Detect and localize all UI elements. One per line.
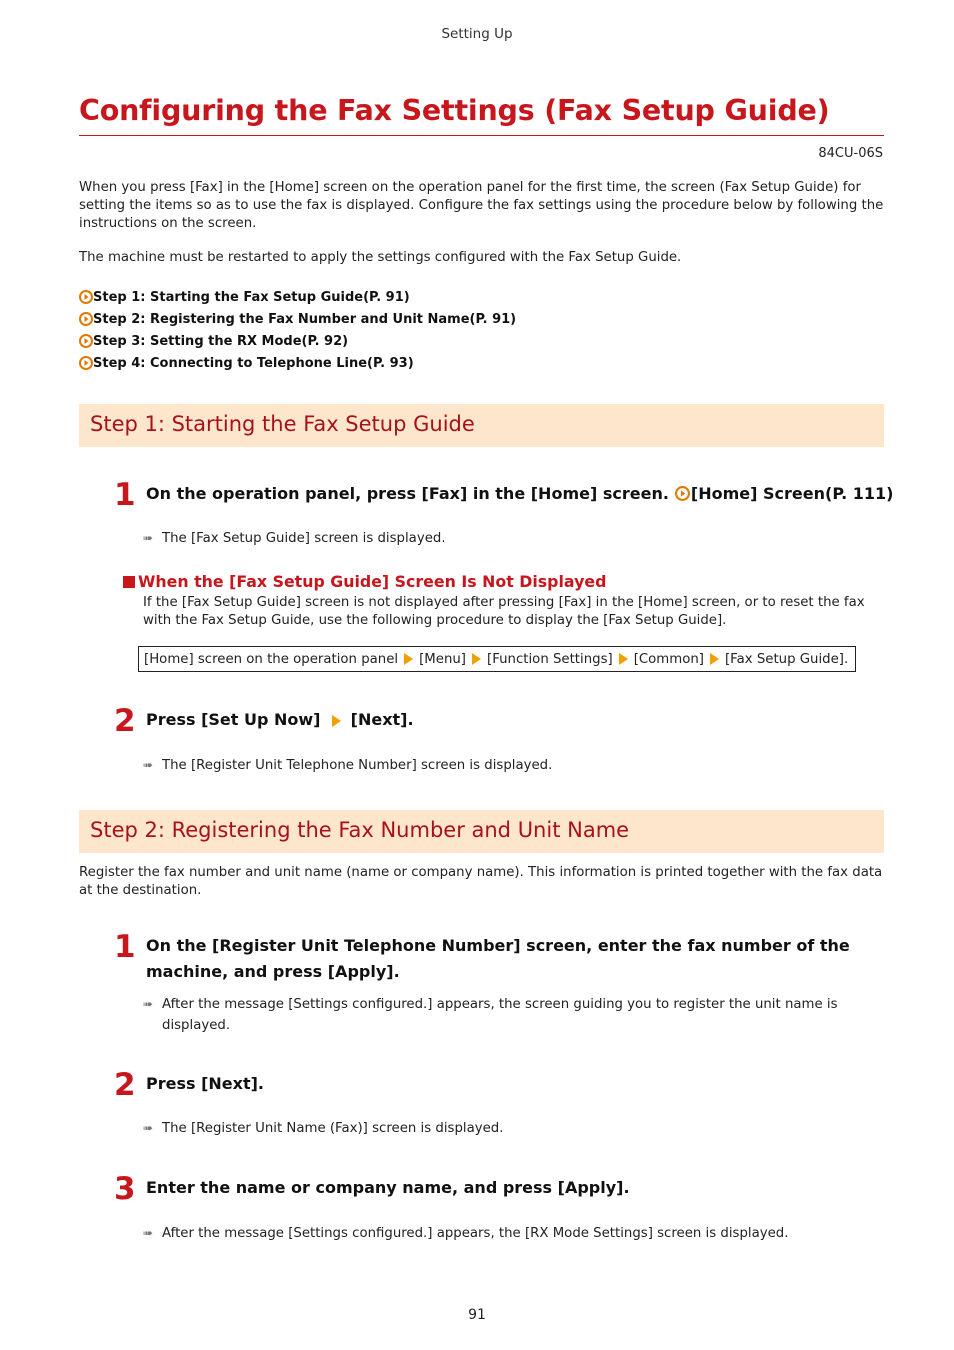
section-heading-band [79,810,884,853]
result-text: After the message [Settings configured.] appears, the screen guiding you to register the unit name is [162,997,838,1012]
triangle-right-icon [404,653,413,665]
result-text: The [Register Unit Name (Fax)] screen is displayed. [162,1121,504,1136]
running-header: Setting Up [441,26,513,42]
result-arrow-icon: ➠ [143,997,154,1011]
section-intro: Register the fax number and unit name (name or company name). This information is printed together with the fax data at the destination. [79,865,883,898]
result-arrow-icon: ➠ [143,1226,154,1240]
triangle-right-icon [332,715,341,727]
step-link[interactable] [79,352,516,374]
page-title: Configuring the Fax Settings (Fax Setup Guide) [79,94,830,127]
step-instruction: Enter the name or company name, and press [Apply]. [146,1178,630,1197]
path-item: [Common] [633,651,704,667]
restart-note: The machine must be restarted to apply the settings configured with the Fax Setup Guide. [79,250,682,265]
step-number: 1 [114,929,136,965]
step-number: 2 [114,703,136,739]
step-instruction-text: [Next]. [350,710,414,729]
step-link[interactable] [79,330,516,352]
step-instruction: On the [Register Unit Telephone Number] screen, enter the fax number of the [146,936,850,955]
step-instruction [146,707,414,733]
menu-path-box [138,646,856,672]
result-text: displayed. [162,1018,231,1033]
path-item: [Fax Setup Guide]. [724,651,849,667]
circle-arrow-icon [675,483,690,498]
page-number: 91 [468,1307,486,1323]
title-underline [79,135,884,136]
step-instruction: Press [Next]. [146,1074,264,1093]
step-instruction-text: On the operation panel, press [Fax] in the [Home] screen. [146,484,669,503]
step-link-label: Step 3: Setting the RX Mode(P. 92) [93,333,349,349]
result-text: After the message [Settings configured.] appears, the [RX Mode Settings] screen is displayed. [162,1226,789,1241]
square-bullet-icon [123,576,135,588]
result-text: The [Register Unit Telephone Number] screen is displayed. [162,758,553,773]
step-instruction: machine, and press [Apply]. [146,962,400,981]
circle-arrow-icon [79,290,93,304]
step-link[interactable] [79,286,516,308]
step-result [143,755,553,776]
step-result [143,528,446,549]
section-heading-band [79,404,884,447]
step-result [143,1223,789,1244]
document-id: 84CU-06S [818,146,883,161]
triangle-right-icon [710,653,719,665]
step-link-label: Step 2: Registering the Fax Number and Unit Name(P. 91) [93,311,517,327]
triangle-right-icon [472,653,481,665]
step-link-label: Step 1: Starting the Fax Setup Guide(P. 91) [93,289,410,305]
step-link[interactable] [79,308,516,330]
step-instruction-text: Press [Set Up Now] [146,710,321,729]
section-heading: Step 1: Starting the Fax Setup Guide [90,412,475,436]
step-result [143,994,838,1015]
section-heading: Step 2: Registering the Fax Number and Unit Name [90,818,630,842]
result-arrow-icon: ➠ [143,1121,154,1135]
step-result [143,1118,504,1139]
home-screen-link[interactable]: [Home] Screen(P. 111) [690,484,894,503]
note-heading-text: When the [Fax Setup Guide] Screen Is Not Displayed [138,572,607,591]
result-arrow-icon: ➠ [143,758,154,772]
path-item: [Home] screen on the operation panel [144,651,399,667]
step-instruction [146,481,893,507]
note-body: If the [Fax Setup Guide] screen is not displayed after pressing [Fax] in the [Home] screen, or to reset the fax with the Fax Setup Guide, use the following procedure to display the [Fax Setup Guide]. [143,595,865,628]
step-link-label: Step 4: Connecting to Telephone Line(P. 93) [93,355,414,371]
circle-arrow-icon [79,356,93,370]
step-number: 2 [114,1067,136,1103]
result-arrow-icon: ➠ [143,531,154,545]
step-link-list [79,286,516,374]
note-heading [123,572,606,591]
path-item: [Function Settings] [487,651,613,667]
circle-arrow-icon [79,334,93,348]
step-number: 3 [114,1171,136,1207]
intro-paragraph: When you press [Fax] in the [Home] screen on the operation panel for the first time, the screen (Fax Setup Guide) for setting the items so as to use the fax is displayed. Configure the fax settings using the procedure below by following the instructions on the screen. [79,180,884,231]
step-number: 1 [114,477,136,513]
triangle-right-icon [619,653,628,665]
circle-arrow-icon [79,312,93,326]
result-text: The [Fax Setup Guide] screen is displayed. [162,531,446,546]
path-item: [Menu] [419,651,466,667]
